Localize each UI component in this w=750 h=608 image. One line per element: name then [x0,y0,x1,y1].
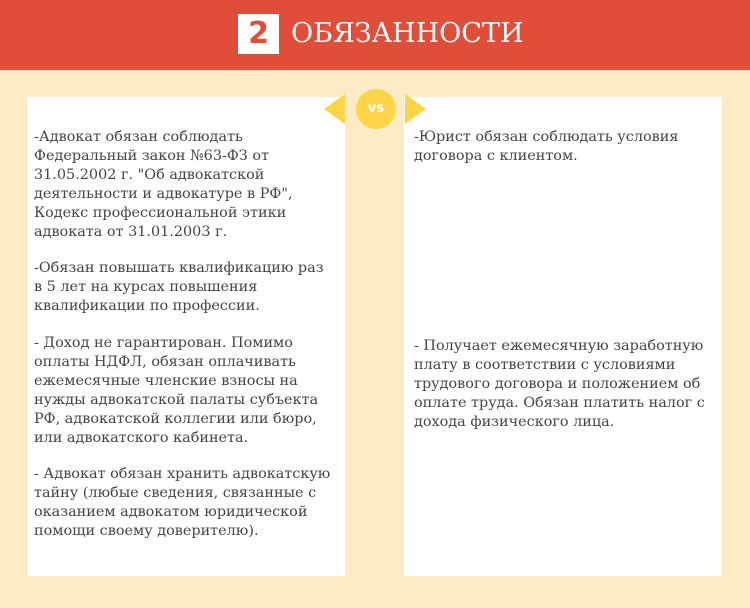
section-number-badge: 2 [238,14,279,54]
left-paragraph-law: -Адвокат обязан соблюдать Федеральный закон №63-ФЗ от 31.05.2002 г. "Об адвокатской деятельности и адвокатуре в РФ", Кодекс профессиональной этики адвоката от 31.01.2003 г. [34,129,293,240]
vs-badge: vs [356,89,396,129]
section-title: ОБЯЗАННОСТИ [291,18,524,49]
vs-divider [324,89,426,129]
arrow-right-icon [405,94,426,124]
left-paragraph-qualification: -Обязан повышать квалификацию раз в 5 лет на курсах повышения квалификации по профессии. [34,260,324,314]
right-paragraph-salary: - Получает ежемесячную заработную плату в соответствии с условиями трудового договора и положением об оплате труда. Обязан платить налог с дохода физического лица. [414,338,705,430]
arrow-left-icon [324,94,345,124]
header-banner [0,0,750,70]
left-paragraph-secrecy: - Адвокат обязан хранить адвокатскую тайну (любые сведения, связанные с оказанием адвокатом юридической помощи своему доверителю). [34,466,331,539]
left-paragraph-income: - Доход не гарантирован. Помимо оплаты НДФЛ, обязан оплачивать ежемесячные членские взносы на нужды адвокатской палаты субъекта РФ, адвокатской коллегии или бюро, или адвокатского кабинета. [34,335,319,446]
right-paragraph-contract: -Юрист обязан соблюдать условия договора с клиентом. [414,129,679,164]
